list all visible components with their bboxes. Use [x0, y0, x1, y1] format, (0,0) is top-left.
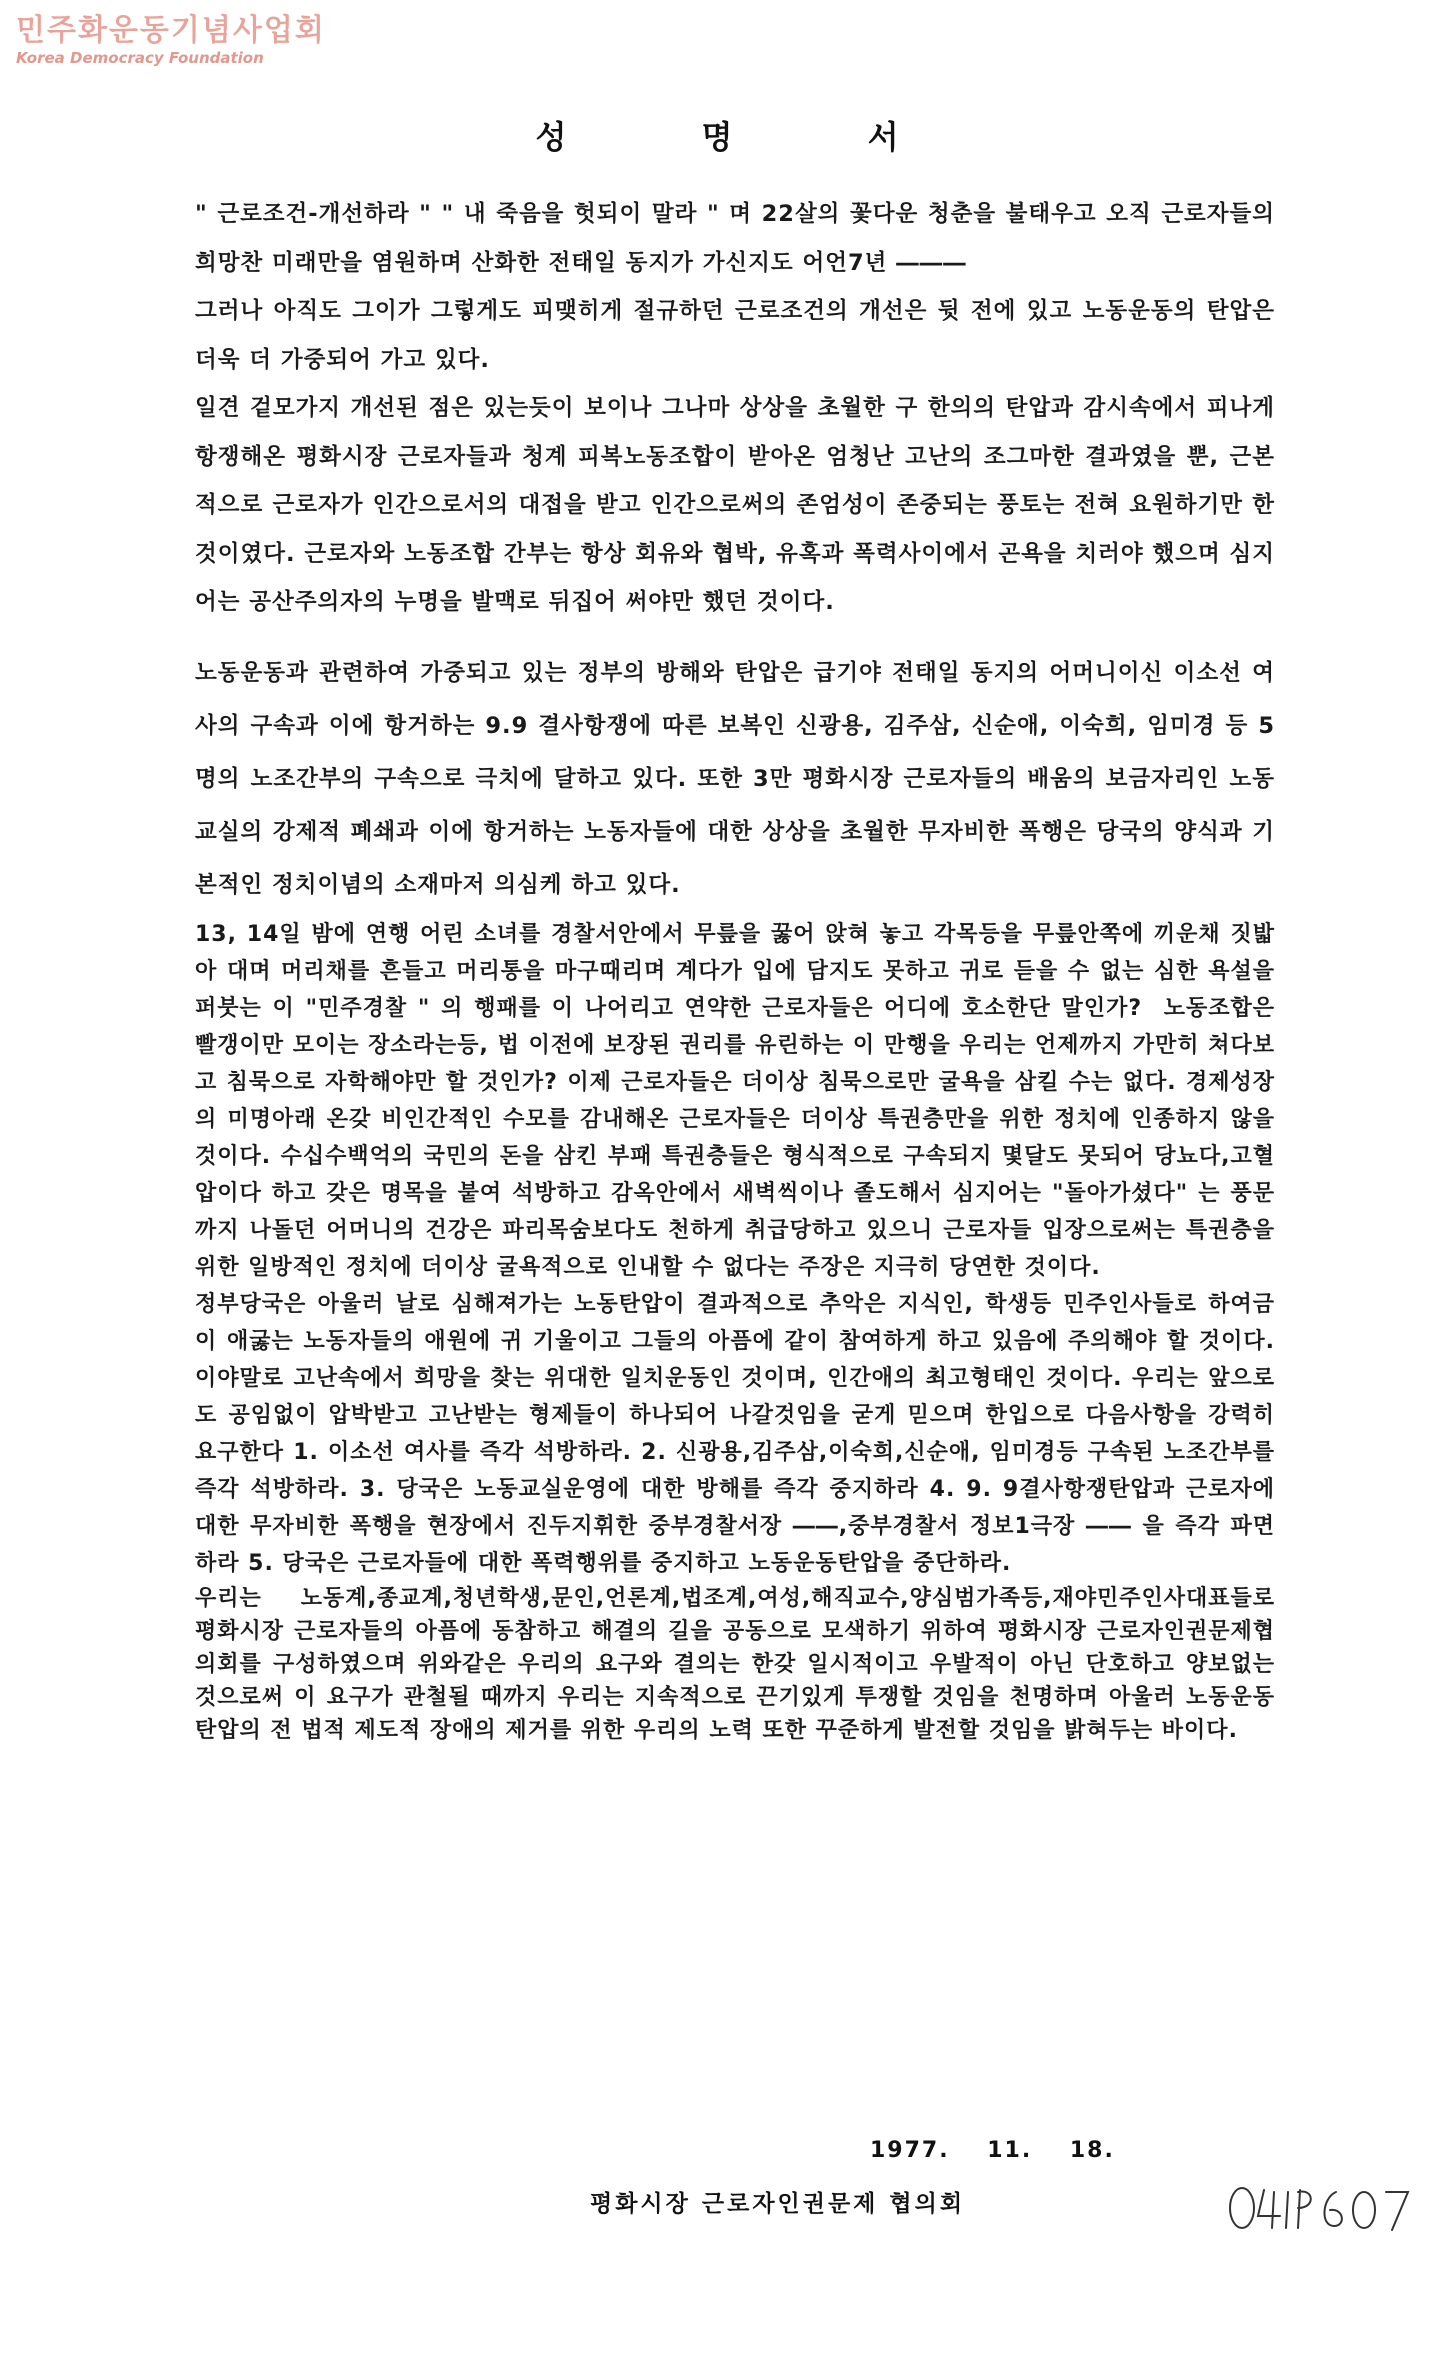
paragraph: 일견 겉모가지 개선된 점은 있는듯이 보이나 그나마 상상을 초월한 구 한의의 탄압과 감시속에서 피나게 항쟁해온 평화시장 근로자들과 청계 피복노동조합이 받아온 엄청난 고난의 조그마한 결과였을 뿐, 근본적으로 근로자가 인간으로서의 대접을 받고 인간으로써의 존엄성이 존중되는 풍토는 전혀 요원하기만 한 것이였다. 근로자와 노동조합 간부는 항상 회유와 협박, 유혹과 폭력사이에서 곤욕을 치러야 했으며 심지어는 공산주의자의 누명을 발맥로 뒤집어 써야만 했던 것이다.: [195, 395, 1284, 615]
paragraph: 우리는 노동계,종교계,청년학생,문인,언론계,법조계,여성,해직교수,양심범가족등,재야민주인사대표들로 평화시장 근로자들의 아픔에 동참하고 해결의 길을 공동으로 모색하기 위하여 평화시장 근로자인권문제협의회를 구성하였으며 위와같은 우리의 요구와 결의는 한갖 일시적이고 우발적이 아닌 단호하고 양보없는 것으로써 이 요구가 관철될 때까지 우리는 지속적으로 끈기있게 투쟁할 것임을 천명하며 아울러 노동운동 탄압의 전 법적 제도적 장애의 제거를 위한 우리의 노력 또한 꾸준하게 발전할 것임을 밝혀두는 바이다.: [195, 1585, 1284, 1743]
paragraph: 정부당국은 아울러 날로 심해져가는 노동탄압이 결과적으로 추악은 지식인, 학생등 민주인사들로 하여금 이 애굻는 노동자들의 애원에 귀 기울이고 그들의 아픔에 같이 참여하게 하고 있음에 주의해야 할 것이다. 이야말로 고난속에서 희망을 찾는 위대한 일치운동인 것이며, 인간애의 최고형태인 것이다. 우리는 앞으로도 공임없이 압박받고 고난받는 형제들이 하나되어 나갈것임을 굳게 믿으며 한입으로 다음사항을 강력히 요구한다 1. 이소선 여사를 즉각 석방하라. 2. 신광용,김주삼,이숙희,신순애, 임미경등 구속된 노조간부를 즉각 석방하라. 3. 당국은 노동교실운영에 대한 방해를 즉각 중지하라 4. 9. 9결사항쟁탄압과 근로자에 대한 무자비한 폭행을 현장에서 진두지휘한 중부경찰서장 ――,중부경찰서 정보1극장 ―― 을 즉각 파면하라 5. 당국은 근로자들에 대한 폭력행위를 중지하고 노동운동탄압을 중단하라.: [195, 1291, 1284, 1576]
handwritten-archive-number: [1224, 2178, 1424, 2238]
watermark-title: 민주화운동기념사업회: [16, 13, 326, 48]
signatory-organization: 평화시장 근로자인권문제 협의회: [590, 2191, 966, 2217]
paragraph: " 근로조건-개선하라 " " 내 죽음을 헛되이 말라 " 며 22살의 꽃다운 청춘을 불태우고 오직 근로자들의 희망찬 미래만을 염원하며 산화한 전태일 동지가 가신지도 어언7년 ―――: [195, 201, 1284, 276]
paragraph: 노동운동과 관련하여 가중되고 있는 정부의 방해와 탄압은 급기야 전태일 동지의 어머니이신 이소선 여사의 구속과 이에 항거하는 9.9 결사항쟁에 따른 보복인 신광용, 김주삼, 신순애, 이숙희, 임미경 등 5명의 노조간부의 구속으로 극치에 달하고 있다. 또한 3만 평화시장 근로자들의 배움의 보금자리인 노동교실의 강제적 폐쇄과 이에 항거하는 노동자들에 대한 상상을 초월한 무자비한 폭행은 당국의 양식과 기본적인 정치이념의 소재마저 의심케 하고 있다.: [195, 659, 1275, 898]
document-title: 성 명 서: [535, 118, 901, 156]
paragraph: 13, 14일 밤에 연행 어린 소녀를 경찰서안에서 무릎을 꿇어 앉혀 놓고 각목등을 무릎안쪽에 끼운채 짓밟아 대며 머리채를 흔들고 머리통을 마구때리며 계다가 입에 담지도 못하고 귀로 듣을 수 없는 심한 욕설을 퍼붓는 이 "민주경찰 " 의 행패를 이 나어리고 연약한 근로자들은 어디에 호소한단 말인가? 노동조합은 빨갱이만 모이는 장소라는등, 법 이전에 보장된 권리를 유린하는 이 만행을 우리는 언제까지 가만히 쳐다보고 침묵으로 자학해야만 할 것인가? 이제 근로자들은 더이상 침묵으로만 굴욕을 삼킬 수는 없다. 경제성장의 미명아래 온갖 비인간적인 수모를 감내해온 근로자들은 더이상 특권층만을 위한 정치에 인종하지 않을 것이다. 수십수백억의 국민의 돈을 삼킨 부패 특권층들은 형식적으로 구속되지 몇달도 못되어 당뇨다,고혈압이다 하고 갖은 명목을 붙여 석방하고 감옥안에서 새벽씩이나 졸도해서 심지어는 "돌아가셨다" 는 풍문까지 나돌던 어머니의 건강은 파리목숨보다도 천하게 취급당하고 있으니 근로자들 입장으로써는 특권층을 위한 일방적인 정치에 더이상 굴욕적으로 인내할 수 없다는 주장은 지극히 당연한 것이다.: [195, 921, 1284, 1280]
statement-body: [195, 190, 1284, 1747]
archive-watermark: [16, 14, 326, 68]
watermark-subtitle: Korea Democracy Foundation: [16, 49, 264, 67]
archive-number-handwriting: [1224, 2178, 1424, 2238]
document-date: 1977. 11. 18.: [870, 2138, 1115, 2163]
paragraph: 그러나 아직도 그이가 그렇게도 피맺히게 절규하던 근로조건의 개선은 뒷 전에 있고 노동운동의 탄압은 더욱 더 가중되어 가고 있다.: [195, 298, 1284, 373]
